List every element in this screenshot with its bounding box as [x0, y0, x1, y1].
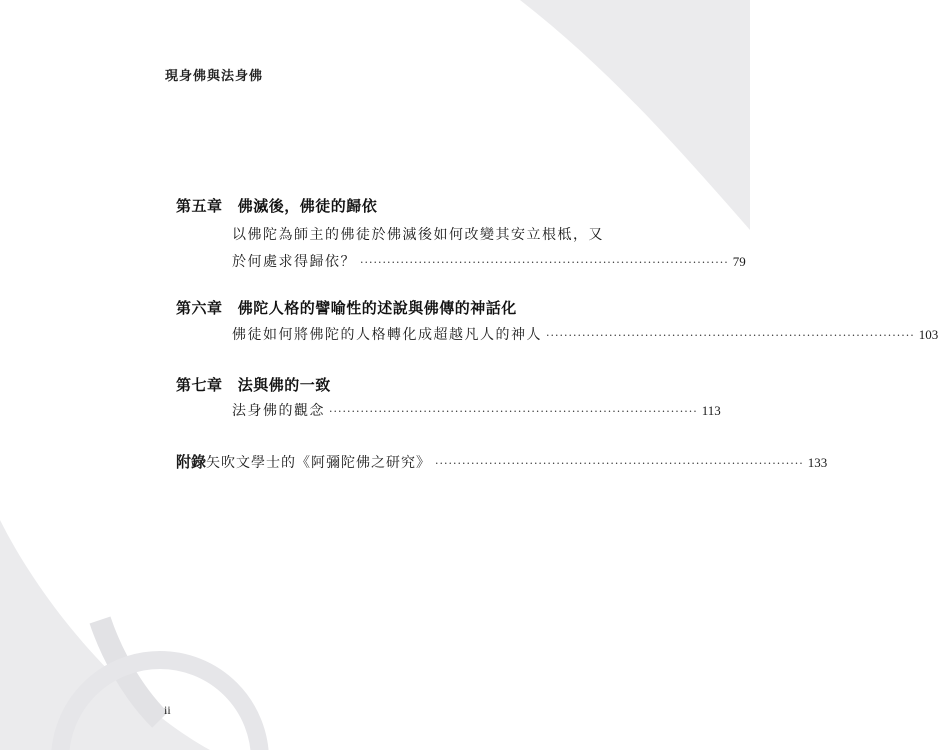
- chapter-5-subtitle-line2: 於何處求得歸依？: [232, 254, 356, 270]
- dot-leader: ··················································································: [360, 256, 729, 269]
- chapter-6-heading[interactable]: [176, 297, 517, 318]
- chapter-5-page-number: 79: [732, 254, 746, 269]
- chapter-5-label: 第五章: [176, 197, 223, 215]
- top-arc-shape: [520, 0, 750, 230]
- chapter-5-toc-row[interactable]: [232, 251, 746, 271]
- folio-page-number: ii: [164, 703, 171, 717]
- appendix-label: 附錄: [176, 453, 207, 471]
- dot-leader: ··················································································: [435, 457, 804, 470]
- chapter-5-title: 佛滅後，佛徒的歸依: [237, 197, 378, 215]
- chapter-7-toc-row[interactable]: [232, 400, 721, 420]
- chapter-7-page-number: 113: [701, 403, 721, 418]
- chapter-5-heading[interactable]: [176, 195, 377, 216]
- chapter-7-title: 法與佛的一致: [237, 376, 331, 394]
- chapter-5-subtitle-line1: 以佛陀為師主的佛徒於佛滅後如何改變其安立根柢，又: [232, 227, 604, 243]
- chapter-7-label: 第七章: [176, 376, 223, 394]
- appendix-title: 矢吹文學士的《阿彌陀佛之研究》: [206, 455, 432, 471]
- chapter-6-title: 佛陀人格的譬喻性的述說與佛傳的神話化: [237, 299, 517, 317]
- chapter-6-page-number: 103: [918, 327, 938, 342]
- chapter-7-heading[interactable]: [176, 374, 331, 395]
- running-header: 現身佛與法身佛: [165, 69, 264, 84]
- dot-leader: ··················································································: [546, 329, 915, 342]
- appendix-page-number: 133: [807, 455, 828, 470]
- chapter-6-toc-row[interactable]: [232, 324, 938, 344]
- chapter-6-label: 第六章: [176, 299, 223, 317]
- chapter-6-subtitle: 佛徒如何將佛陀的人格轉化成超越凡人的神人: [232, 327, 542, 343]
- dot-leader: ··················································································: [329, 405, 698, 418]
- chapter-7-subtitle: 法身佛的觀念: [232, 403, 325, 419]
- appendix-toc-row[interactable]: [176, 451, 828, 472]
